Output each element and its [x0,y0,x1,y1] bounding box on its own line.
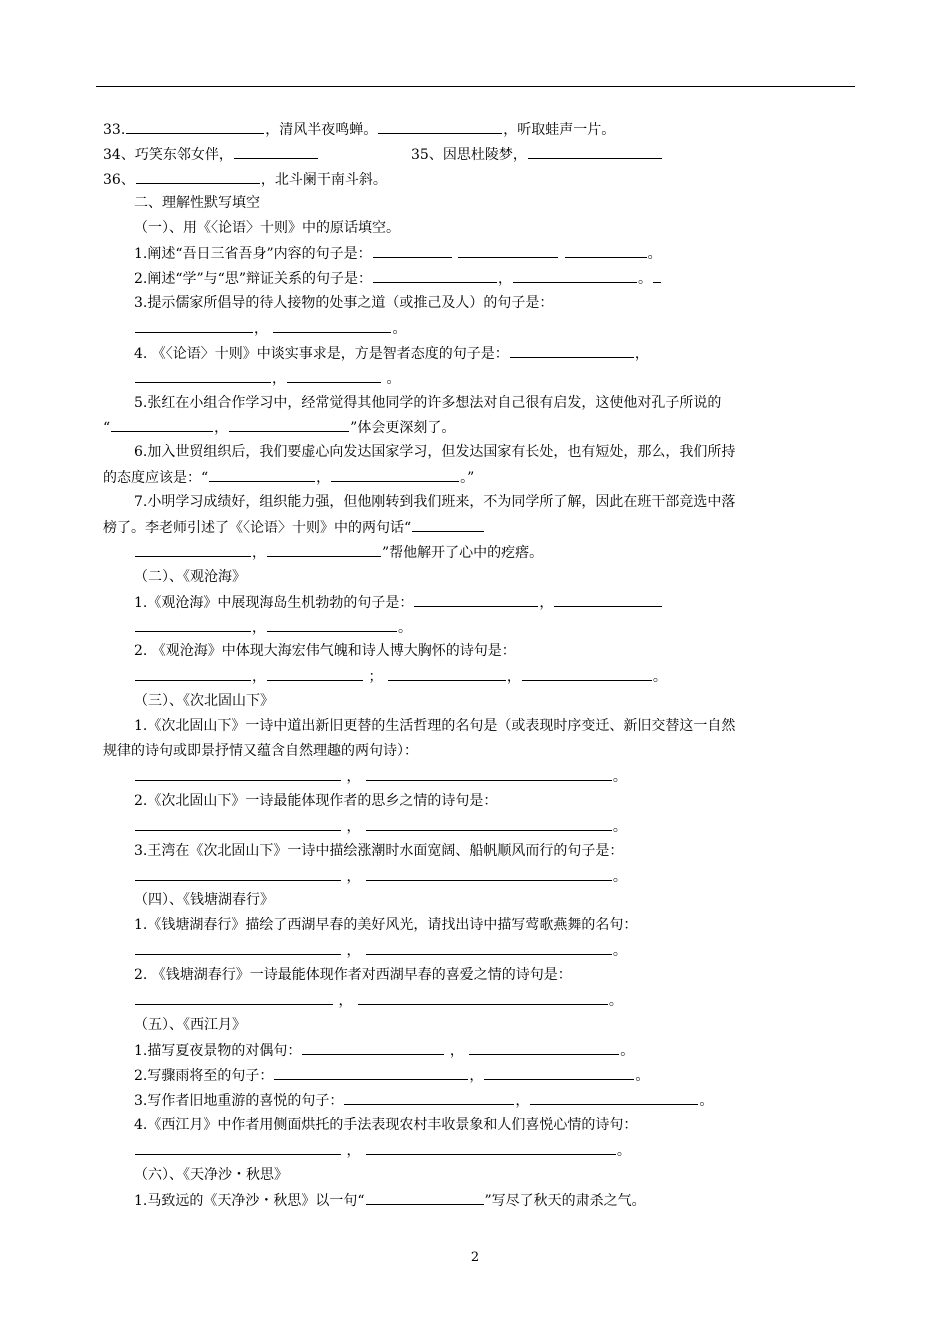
punct: 。 [398,620,412,636]
punct: ， [272,371,286,387]
blank[interactable] [126,120,264,134]
punct: 。” [460,470,475,486]
page-number: 2 [470,1250,480,1265]
blank[interactable] [209,468,315,482]
punct: 。 [699,1093,714,1109]
blank[interactable] [302,1041,444,1055]
punct: ， [498,271,512,287]
punct: ， [252,545,266,561]
q35-line [411,145,663,163]
question-text: 1.阐述“吾日三省吾身”内容的句子是： [134,246,372,262]
header-rule [96,86,855,87]
punct: ， [214,420,229,436]
punct: 。 [612,943,627,959]
punct: ， [346,869,361,885]
question-text: 2.写骤雨将至的句子： [134,1068,274,1084]
blank[interactable] [528,145,662,159]
s3-q1-answer [134,767,627,785]
punct: “ [103,420,111,436]
s2-q1-answer [134,618,412,636]
blank[interactable] [530,1091,698,1105]
q34-line [103,145,319,163]
s4-q1-answer [134,941,627,959]
punct: ； [368,669,383,685]
question-text: 1.《次北固山下》一诗中道出新旧更替的生活哲理的名句是（或表现时序变迁、新旧交替这一自然 [134,718,736,734]
punct: 。 [638,271,652,287]
subsection-title: （五）、《西江月》 [134,1017,246,1033]
question-text: 1.描写夏夜景物的对偶句： [134,1043,302,1059]
punct: ， [634,346,649,362]
question-text: 4. 《〈论语〉十则》中谈实事求是，方是智者态度的句子是： [134,346,509,362]
question-text: 2. 《钱塘湖春行》一诗最能体现作者对西湖早春的喜爱之情的诗句是： [134,967,572,983]
s5-q2 [134,1066,649,1084]
punct: ， [515,1093,530,1109]
punct: 。 [612,819,627,835]
question-text: 3.写作者旧地重游的喜悦的句子： [134,1093,344,1109]
punct: ， [346,819,361,835]
s1-q6-answer [103,468,474,486]
blank[interactable] [414,593,538,607]
s1-q7-line2 [103,518,485,536]
question-text: 3.王湾在《次北固山下》一诗中描绘涨潮时水面宽阔、船帆顺风而行的句子是： [134,843,624,859]
q33-line [103,120,615,138]
s6-q1 [134,1191,646,1209]
blank[interactable] [267,543,381,557]
punct: ， [469,1068,484,1084]
s5-q3 [134,1091,713,1109]
blank[interactable] [135,817,341,831]
s1-q3-answer [134,319,406,337]
question-text: 2. 《观沧海》中体现大海宏伟气魄和诗人博大胸怀的诗句是： [134,643,516,659]
punct: 。 [386,371,401,387]
blank[interactable] [135,618,251,632]
blank[interactable] [469,1041,619,1055]
question-text: 5.张红在小组合作学习中，经常觉得其他同学的许多想法对自己很有启发，这使他对孔子所说的 [134,395,722,411]
punct: ， [506,669,521,685]
question-text: 2.阐述“学”与“思”辩证关系的句子是： [134,271,372,287]
q36-number: 36、 [103,172,135,188]
punct: 。 [612,769,627,785]
punct: ， [254,321,268,337]
punct: ， [346,943,361,959]
question-text: ”写尽了秋天的肃杀之气。 [484,1193,646,1209]
blank[interactable] [274,1066,468,1080]
blank[interactable] [565,244,647,258]
s1-q7-answer [134,543,543,561]
s5-q4-answer [134,1141,631,1159]
question-text: 规律的诗句或即景抒情又蕴含自然理趣的两句诗）： [103,743,418,759]
q36-line [103,170,387,188]
blank[interactable] [653,269,661,283]
punct: 。 [652,669,667,685]
blank[interactable] [484,1066,634,1080]
blank[interactable] [135,319,253,333]
subsection-title: （四）、《钱塘湖春行》 [134,892,274,908]
punct: ， [252,669,266,685]
blank[interactable] [135,867,341,881]
punct: 。 [616,1143,631,1159]
punct: 。 [647,246,662,262]
question-text: 3.提示儒家所倡导的待人接物的处事之道（或推己及人）的句子是： [134,295,554,311]
s1-q1 [134,244,662,262]
q36-text: ，北斗阑干南斗斜。 [260,172,387,188]
q33-text-a: ，清风半夜鸣蝉。 [265,122,378,138]
punct: ， [539,595,554,611]
punct: ， [252,620,266,636]
question-text: 2.《次北固山下》一诗最能体现作者的思乡之情的诗句是： [134,793,498,809]
q33-number: 33. [103,122,126,138]
blank[interactable] [554,593,662,607]
question-text: 4.《西江月》中作者用侧面烘托的手法表现农村丰收景象和人们喜悦心情的诗句： [134,1117,638,1133]
question-text: 7.小明学习成绩好，组织能力强，但他刚转到我们班来，不为同学所了解，因此在班干部竞选中落 [134,494,736,510]
q33-text-b: ，听取蛙声一片。 [503,122,616,138]
subsection-title: （三）、《次北固山下》 [134,693,274,709]
blank[interactable] [522,667,652,681]
blank[interactable] [135,667,251,681]
punct: ， [316,470,331,486]
blank[interactable] [111,418,213,432]
blank[interactable] [331,468,459,482]
blank[interactable] [366,817,612,831]
subsection-title: （六）、《天净沙・秋思》 [134,1167,288,1183]
question-text: ”帮他解开了心中的疙瘩。 [382,545,544,561]
question-text: 6.加入世贸组织后，我们要虚心向发达国家学习，但发达国家有长处，也有短处，那么，我们所持 [134,444,736,460]
blank[interactable] [373,269,497,283]
subsection-title: （一）、用《〈论语〉十则》中的原话填空。 [134,220,400,236]
punct: “ [201,470,209,486]
blank[interactable] [135,991,333,1005]
punct: ， [346,1143,361,1159]
s1-q5-answer [103,418,455,436]
s1-q4-answer [134,369,400,387]
blank[interactable] [267,667,363,681]
blank[interactable] [510,344,634,358]
blank[interactable] [135,369,271,383]
s4-q2-answer [134,991,623,1009]
q34-text: 34、巧笑东邻女伴， [103,147,233,163]
q35-text: 35、因思杜陵梦， [411,147,527,163]
punct: ， [338,993,353,1009]
blank[interactable] [458,244,558,258]
blank[interactable] [366,767,612,781]
s2-q1 [134,593,663,611]
punct: 。 [392,321,407,337]
blank[interactable] [135,543,251,557]
blank[interactable] [135,1141,341,1155]
blank[interactable] [234,145,318,159]
punct: 。 [608,993,623,1009]
question-text: 1.马致远的《天净沙・秋思》以一句“ [134,1193,365,1209]
blank[interactable] [366,941,612,955]
blank[interactable] [135,941,341,955]
blank[interactable] [366,867,612,881]
blank[interactable] [366,1141,616,1155]
blank[interactable] [388,667,506,681]
blank[interactable] [378,120,502,134]
question-text: ”体会更深刻了。 [350,420,456,436]
blank[interactable] [366,1191,484,1205]
blank[interactable] [513,269,637,283]
question-text: 1.《钱塘湖春行》描绘了西湖早春的美好风光，请找出诗中描写莺歌燕舞的名句： [134,917,638,933]
punct: ， [346,769,361,785]
question-text: 榜了。李老师引述了《〈论语〉十则》中的两句话“ [103,520,412,536]
punct: 。 [612,869,627,885]
blank[interactable] [267,618,397,632]
punct: 。 [620,1043,635,1059]
blank[interactable] [412,518,484,532]
punct: ， [449,1043,464,1059]
blank[interactable] [373,244,452,258]
s3-q3-answer [134,867,627,885]
blank[interactable] [135,767,341,781]
s5-q1 [134,1041,634,1059]
s3-q2-answer [134,817,627,835]
blank[interactable] [287,369,381,383]
s2-q2-answer [134,667,667,685]
blank[interactable] [229,418,349,432]
section-heading: 二、理解性默写填空 [134,195,260,211]
blank[interactable] [358,991,608,1005]
blank[interactable] [136,170,260,184]
subsection-title: （二）、《观沧海》 [134,569,246,585]
blank[interactable] [344,1091,514,1105]
question-text: 的态度应该是： [103,470,201,486]
s1-q2 [134,269,662,287]
blank[interactable] [273,319,391,333]
punct: 。 [635,1068,650,1084]
question-text: 1.《观沧海》中展现海岛生机勃勃的句子是： [134,595,414,611]
s1-q4 [134,344,649,362]
